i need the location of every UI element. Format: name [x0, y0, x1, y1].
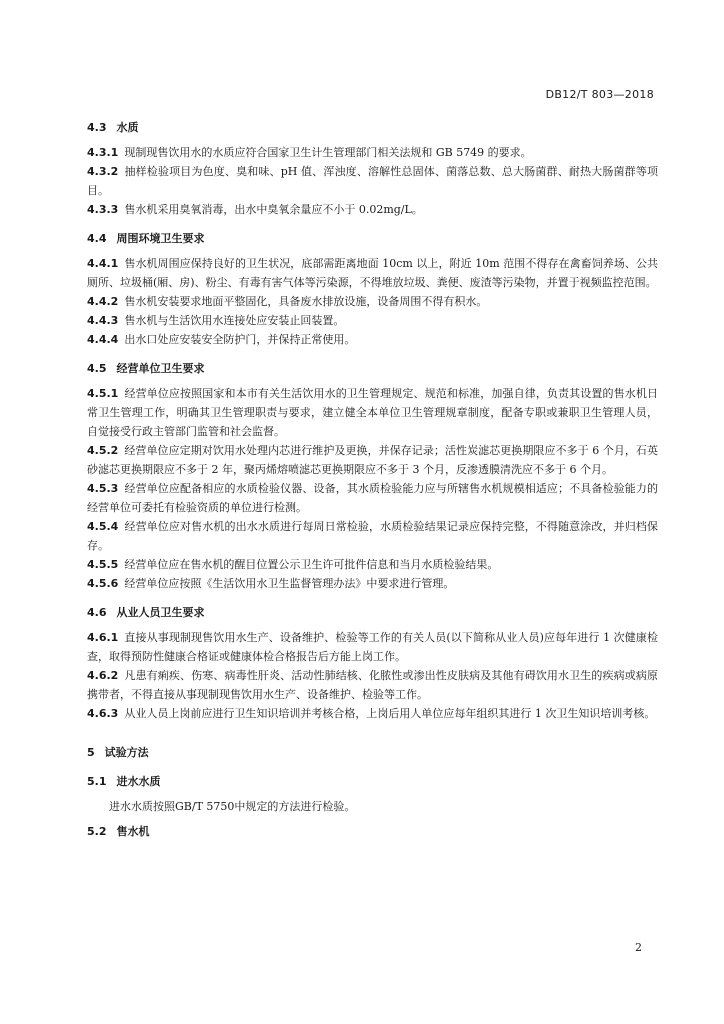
- standard-code: DB12/T 803—2018: [545, 88, 654, 101]
- clause-5-1-text: 进水水质按照GB/T 5750中规定的方法进行检验。: [109, 800, 356, 813]
- page-number: 2: [635, 941, 642, 954]
- document-body: [87, 118, 658, 841]
- section-heading-4-3: 4.3 水质: [87, 121, 139, 134]
- clause-4-6-3: 4.6.3 从业人员上岗前应进行卫生知识培训并考核合格，上岗后用人单位应每年组织其进行 1 次卫生知识培训考核。: [87, 707, 656, 720]
- section-heading-4-6: 4.6 从业人员卫生要求: [87, 606, 205, 619]
- section-heading-4-5: 4.5 经营单位卫生要求: [87, 362, 205, 375]
- clause-4-5-1: 4.5.1 经营单位应按照国家和本市有关生活饮用水的卫生管理规定、规范和标准，加强自律，负责其设置的售水机日常卫生管理工作，明确其卫生管理职责与要求，建立健全本单位卫生管理规章制度，配备专职或兼职卫生管理人员，自觉接受行政主管部门监管和社会监督。: [87, 387, 658, 438]
- clause-4-4-4: 4.4.4 出水口处应安装安全防护门，并保持正常使用。: [87, 333, 356, 346]
- clause-4-3-3: 4.3.3 售水机采用臭氧消毒，出水中臭氧余量应不小于 0.02mg/L。: [87, 203, 423, 216]
- section-heading-5: 5 试验方法: [87, 746, 149, 759]
- clause-4-4-1: 4.4.1 售水机周围应保持良好的卫生状况，底部需距离地面 10cm 以上，附近 10m 范围不得存在禽畜饲养场、公共厕所、垃圾桶(厢、房)、粉尘、有毒有害气体等污染源，不得堆放垃圾、粪便、废渣等污染物，并置于视频监控范围。: [87, 257, 658, 289]
- clause-4-3-1: 4.3.1 现制现售饮用水的水质应符合国家卫生计生管理部门相关法规和 GB 5749 的要求。: [87, 146, 532, 159]
- section-heading-5-2: 5.2 售水机: [87, 825, 150, 838]
- clause-4-5-5: 4.5.5 经营单位应在售水机的醒目位置公示卫生许可批件信息和当月水质检验结果。: [87, 558, 499, 571]
- clause-4-5-4: 4.5.4 经营单位应对售水机的出水水质进行每周日常检验，水质检验结果记录应保持完整，不得随意涂改，并归档保存。: [87, 520, 658, 552]
- clause-4-5-2: 4.5.2 经营单位应定期对饮用水处理内芯进行维护及更换，并保存记录；活性炭滤芯更换期限应不多于 6 个月，石英砂滤芯更换期限应不多于 2 年，聚丙烯熔喷滤芯更换期限应不多于 3 个月，反渗透膜清洗应不多于 6 个月。: [87, 444, 658, 476]
- clause-4-6-2: 4.6.2 凡患有痢疾、伤寒、病毒性肝炎、活动性肺结核、化脓性或渗出性皮肤病及其他有碍饮用水卫生的疾病或病原携带者，不得直接从事现制现售饮用水生产、设备维护、检验等工作。: [87, 669, 658, 701]
- clause-4-4-2: 4.4.2 售水机安装要求地面平整固化，具备废水排放设施，设备周围不得有积水。: [87, 295, 488, 308]
- clause-4-3-2: 4.3.2 抽样检验项目为色度、臭和味、pH 值、浑浊度、溶解性总固体、菌落总数、总大肠菌群、耐热大肠菌群等项目。: [87, 165, 658, 197]
- section-heading-4-4: 4.4 周围环境卫生要求: [87, 232, 205, 245]
- section-heading-5-1: 5.1 进水水质: [87, 775, 161, 788]
- clause-4-4-3: 4.4.3 售水机与生活饮用水连接处应安装止回装置。: [87, 314, 345, 327]
- clause-4-6-1: 4.6.1 直接从事现制现售饮用水生产、设备维护、检验等工作的有关人员(以下简称从业人员)应每年进行 1 次健康检查，取得预防性健康合格证或健康体检合格报告后方能上岗工作。: [87, 631, 658, 663]
- clause-4-5-6: 4.5.6 经营单位应按照《生活饮用水卫生监督管理办法》中要求进行管理。: [87, 577, 455, 590]
- clause-4-5-3: 4.5.3 经营单位应配备相应的水质检验仪器、设备，其水质检验能力应与所辖售水机规模相适应；不具备检验能力的经营单位可委托有检验资质的单位进行检测。: [87, 482, 658, 514]
